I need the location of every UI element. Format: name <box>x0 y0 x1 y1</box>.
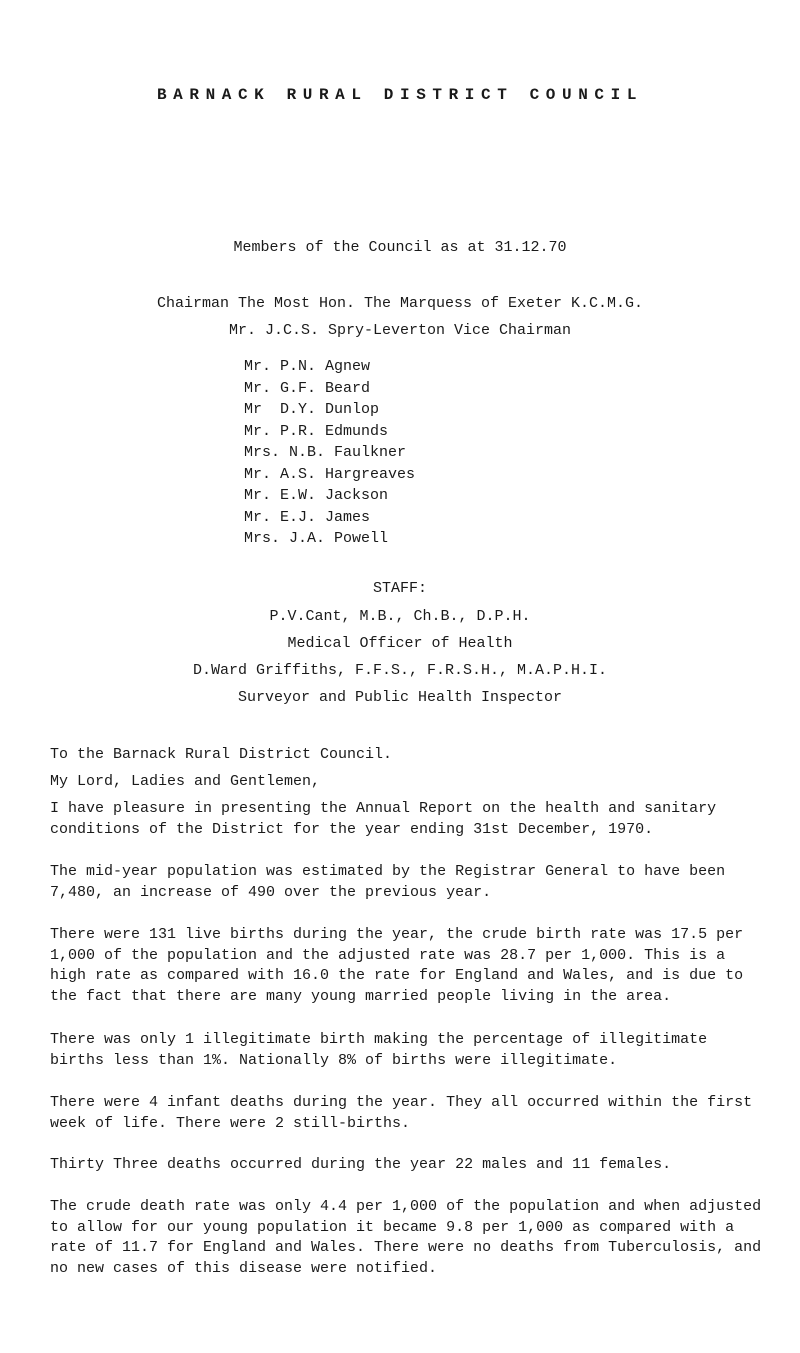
surveyor-name: D.Ward Griffiths, F.F.S., F.R.S.H., M.A.P.H.I. <box>192 662 608 679</box>
addressee: To the Barnack Rural District Council. <box>50 746 393 763</box>
chairman-line: Chairman The Most Hon. The Marquess of Exeter K.C.M.G. <box>156 295 644 312</box>
paragraph-population: The mid-year population was estimated by the Registrar General to have been 7,480, an increase of 490 over the previous year. <box>50 863 726 901</box>
members-heading: Members of the Council as at 31.12.70 <box>233 239 567 256</box>
member-item: Mr D.Y. Dunlop <box>244 401 380 418</box>
staff-heading: STAFF: <box>372 580 427 597</box>
salutation: My Lord, Ladies and Gentlemen, <box>50 773 321 790</box>
member-list <box>244 356 415 550</box>
paragraph-intro: I have pleasure in presenting the Annual Report on the health and sanitary conditions of the District for the year ending 31st December, 1970. <box>50 800 717 838</box>
member-item: Mr. E.W. Jackson <box>244 487 389 504</box>
council-title: BARNACK RURAL DISTRICT COUNCIL <box>156 86 644 104</box>
member-item: Mrs. J.A. Powell <box>244 530 389 547</box>
paragraph-infant-deaths: There were 4 infant deaths during the year. They all occurred within the first week of life. There were 2 still-births. <box>50 1094 753 1132</box>
paragraph-deaths: Thirty Three deaths occurred during the year 22 males and 11 females. <box>50 1156 672 1173</box>
paragraph-death-rate: The crude death rate was only 4.4 per 1,000 of the population and when adjusted to allow for our young population it became 9.8 per 1,000 as compared with a rate of 11.7 for England and Wales. There were no deaths from Tuberculosis, and no new cases of this disease were notified. <box>50 1198 762 1277</box>
member-item: Mr. G.F. Beard <box>244 379 371 397</box>
medical-officer-title: Medical Officer of Health <box>287 635 513 652</box>
surveyor-title: Surveyor and Public Health Inspector <box>237 689 563 706</box>
member-item: Mrs. N.B. Faulkner <box>244 444 407 461</box>
medical-officer-name: P.V.Cant, M.B., Ch.B., D.P.H. <box>269 608 531 625</box>
member-item: Mr. P.R. Edmunds <box>244 422 389 440</box>
member-item: Mr. E.J. James <box>244 508 371 526</box>
paragraph-births: There were 131 live births during the year, the crude birth rate was 17.5 per 1,000 of the population and the adjusted rate was 28.7 per 1,000. This is a high rate as compared with 16.0 the rate for England and Wales, and is due to the fact that there are many young married people living in the area. <box>50 926 744 1005</box>
paragraph-illegitimate: There was only 1 illegitimate birth making the percentage of illegitimate births less than 1%. Nationally 8% of births were illegitimate. <box>50 1031 708 1069</box>
vice-chairman-line: Mr. J.C.S. Spry-Leverton Vice Chairman <box>228 322 572 339</box>
member-item: Mr. A.S. Hargreaves <box>244 465 416 483</box>
member-item: Mr. P.N. Agnew <box>244 358 371 375</box>
